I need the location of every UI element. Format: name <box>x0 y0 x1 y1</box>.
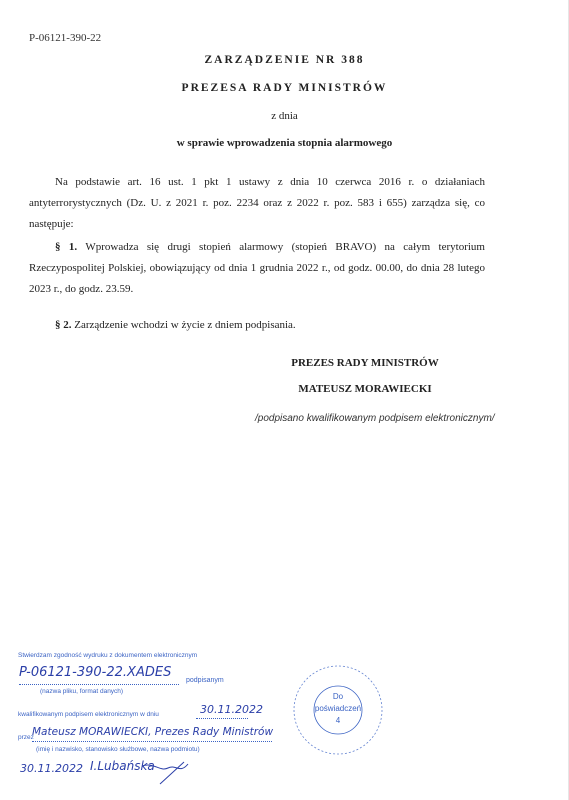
certification-signed-date-label: kwalifikowanym podpisem elektronicznym w dniu <box>18 711 159 718</box>
section-1-text: Wprowadza się drugi stopień alarmowy (stopień BRAVO) na całym terytorium Rzeczypospolitej Polskiej, obowiązujący od dnia 1 grudnia 2022 r., od godz. 00.00, do dnia 28 lutego 2023 r., do godz. 23.59. <box>29 241 485 295</box>
section-2-label: § 2. <box>55 319 72 331</box>
certification-seal <box>290 662 386 758</box>
document-title: ZARZĄDZENIE NR 388 <box>204 54 365 66</box>
document-preamble: Na podstawie art. 16 ust. 1 pkt 1 ustawy z dnia 10 czerwca 2016 r. o działaniach antyterrorystycznych (Dz. U. z 2021 r. poz. 2234 oraz z 2022 r. poz. 583 i 655) zarządza się, co następuje: <box>29 176 485 230</box>
signature-name: MATEUSZ MORAWIECKI <box>298 383 432 395</box>
certification-signed-label: podpisanym <box>186 677 224 684</box>
certifier-signature: I.Lubańska <box>90 759 155 773</box>
certification-line1: Stwierdzam zgodność wydruku z dokumentem elektronicznym <box>18 652 198 659</box>
file-name-dotted-line <box>19 684 179 685</box>
document-reference: P-06121-390-22 <box>29 32 102 44</box>
section-2 <box>29 315 485 336</box>
signer-dotted-line <box>32 741 272 742</box>
certification-by-label: przez <box>18 734 34 741</box>
document-date-line: z dnia <box>271 110 298 122</box>
certification-signed-date: 30.11.2022 <box>200 703 263 716</box>
signature-note: /podpisano kwalifikowanym podpisem elektronicznym/ <box>255 413 495 424</box>
certification-signer: Mateusz MORAWIECKI, Prezes Rady Ministrów <box>32 726 274 738</box>
certification-certified-date: 30.11.2022 <box>20 762 83 775</box>
document-subject: w sprawie wprowadzenia stopnia alarmowego <box>176 137 393 149</box>
section-1-label: § 1. <box>55 241 78 253</box>
seal-line3: 4 <box>335 716 341 725</box>
section-1 <box>29 237 485 300</box>
certification-file-name: P-06121-390-22.XADES <box>19 665 172 680</box>
signed-date-dotted-line <box>196 718 248 719</box>
section-2-text: Zarządzenie wchodzi w życie z dniem podpisania. <box>71 319 296 331</box>
seal-line2: poświadczeń <box>314 704 362 713</box>
certification-signer-caption: (imię i nazwisko, stanowisko służbowe, nazwa podmiotu) <box>36 746 200 753</box>
signature-flourish <box>140 760 190 786</box>
certification-file-caption: (nazwa pliku, format danych) <box>40 688 124 695</box>
seal-line1: Do <box>332 692 344 701</box>
document-issuer: PREZESA RADY MINISTRÓW <box>181 82 388 94</box>
signature-title: PREZES RADY MINISTRÓW <box>291 357 439 369</box>
